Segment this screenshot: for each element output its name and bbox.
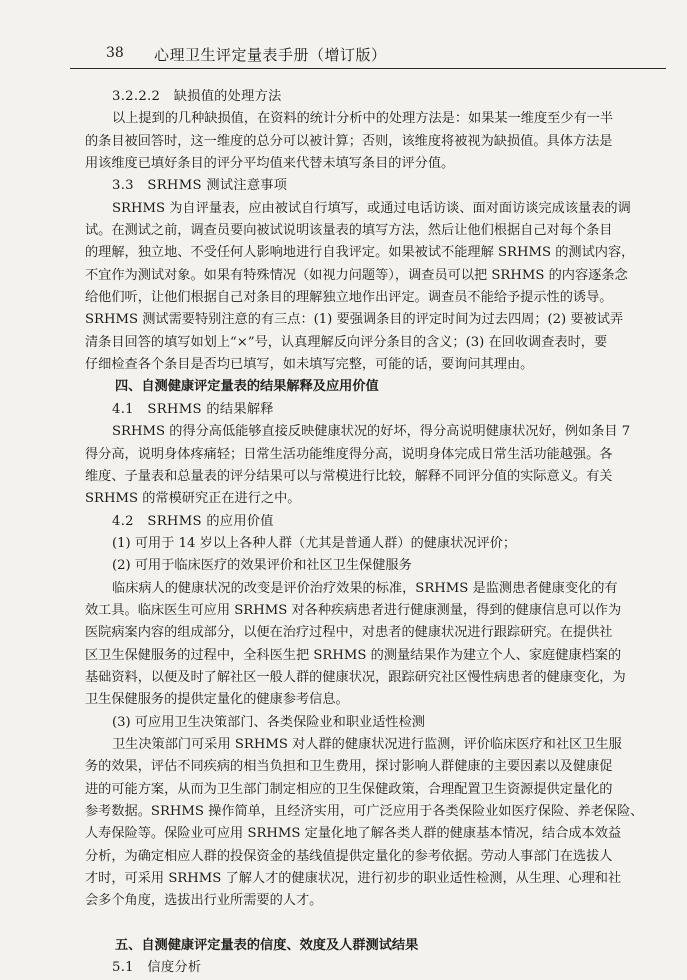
text-line: (3) 可应用卫生决策部门、各类保险业和职业适性检测 — [112, 714, 425, 730]
text-line: SRHMS 为自评量表，应由被试自行填写，或通过电话访谈、面对面访谈完成该量表的调 — [112, 200, 631, 216]
text-line: 临床病人的健康状况的改变是评价治疗效果的标准，SRHMS 是监测患者健康变化的有 — [112, 580, 618, 596]
text-line: 3.3 SRHMS 测试注意事项 — [112, 178, 288, 194]
text-line: 人寿保险等。保险业可应用 SRHMS 定量化地了解各类人群的健康基本情况，结合成本效益 — [85, 826, 622, 842]
text-line: SRHMS 的得分高低能够直接反映健康状况的好坏，得分高说明健康状况好，例如条目 7 — [112, 424, 631, 440]
text-line: 得分高，说明身体疼痛轻；日常生活功能维度得分高，说明身体完成日常生活功能越强。各 — [85, 446, 613, 462]
text-line: 区卫生保健服务的过程中，全科医生把 SRHMS 的测量结果作为建立个人、家庭健康档案的 — [85, 647, 622, 663]
text-line: 仔细检查各个条目是否均已填写，如未填写完整，可能的话，要询问其理由。 — [85, 357, 534, 373]
text-line: 以上提到的几种缺损值，在资料的统计分析中的处理方法是：如果某一维度至少有一半 — [112, 111, 614, 127]
text-line: 不宜作为测试对象。如果有特殊情况（如视力问题等），调查员可以把 SRHMS 的内容逐条念 — [85, 267, 628, 283]
running-header — [70, 44, 666, 69]
text-line: 基础资料，以便及时了解社区一般人群的健康状况，跟踪研究社区慢性病患者的健康变化，为 — [85, 669, 626, 685]
text-line: 5.1 信度分析 — [112, 960, 202, 976]
text-line: 3.2.2.2 缺损值的处理方法 — [112, 89, 282, 104]
text-line: 会多个角度，选拔出行业所需要的人才。 — [85, 893, 323, 909]
text-line: 卫生决策部门可采用 SRHMS 对人群的健康状况进行监测，评价临床医疗和社区卫生服 — [112, 736, 622, 752]
text-line: 用该维度已填好条目的评分平均值来代替未填写条目的评分值。 — [85, 156, 455, 172]
text-line: 试。在测试之前，调查员要向被试说明该量表的填写方法，然后让他们根据自己对每个条目 — [85, 223, 613, 239]
text-line: 才时，可采用 SRHMS 了解人才的健康状况，进行初步的职业适性检测，从生理、心理和社 — [85, 871, 622, 887]
text-line: 医院病案内容的组成部分，以便在治疗过程中，对患者的健康状况进行跟踪研究。在提供社 — [85, 625, 613, 641]
text-line: SRHMS 测试需要特别注意的有三点：(1) 要强调条目的评定时间为过去四周；(2) 要被试弄 — [85, 312, 624, 328]
text-line: SRHMS 的常模研究正在进行之中。 — [85, 491, 301, 507]
book-title: 心理卫生评定量表手册（增订版） — [154, 46, 387, 64]
text-line: 4.1 SRHMS 的结果解释 — [112, 401, 274, 417]
text-line: (2) 可用于临床医疗的效果评价和社区卫生保健服务 — [112, 558, 412, 574]
text-line: 给他们听，让他们根据自己对条目的理解独立地作出评定。调查员不能给予提示性的诱导。 — [85, 290, 613, 306]
text-line: 参考数据。SRHMS 操作简单，且经济实用，可广泛应用于各类保险业如医疗保险、养老保险、 — [85, 804, 644, 819]
text-line: (1) 可用于 14 岁以上各种人群（尤其是普通人群）的健康状况评价； — [112, 535, 517, 551]
text-line: 效工具。临床医生可应用 SRHMS 对各种疾病患者进行健康测量，得到的健康信息可以作为 — [85, 602, 622, 618]
text-line: 卫生保健服务的提供定量化的健康参考信息。 — [85, 692, 349, 708]
text-line: 4.2 SRHMS 的应用价值 — [112, 513, 274, 529]
text-line: 分析，为确定相应人群的投保资金的基线值提供定量化的参考依据。劳动人事部门在选拔人 — [85, 848, 613, 864]
body-text — [85, 86, 677, 980]
text-line: 四、自测健康评定量表的结果解释及应用价值 — [115, 379, 379, 395]
text-line: 五、自测健康评定量表的信度、效度及人群测试结果 — [115, 938, 419, 954]
text-line: 清条目回答的填写如划上“×”号，认真理解反向评分条目的含义；(3) 在回收调查表时，要 — [85, 334, 608, 350]
page-number: 38 — [106, 45, 124, 61]
text-line — [85, 913, 677, 935]
text-line: 维度、子量表和总量表的评分结果可以与常模进行比较，解释不同评分值的实际意义。有关 — [85, 468, 613, 484]
text-line: 进的可能方案，从而为卫生部门制定相应的卫生保健政策，合理配置卫生资源提供定量化的 — [85, 781, 613, 797]
text-line: 务的效果，评估不同疾病的相当负担和卫生费用，探讨影响人群健康的主要因素以及健康促 — [85, 759, 613, 775]
text-line: 的条目被回答时，这一维度的总分可以被计算；否则，该维度将被视为缺损值。具体方法是 — [85, 133, 613, 149]
text-line: 的理解，独立地、不受任何人影响地进行自我评定。如果被试不能理解 SRHMS 的测试内容， — [85, 245, 635, 261]
